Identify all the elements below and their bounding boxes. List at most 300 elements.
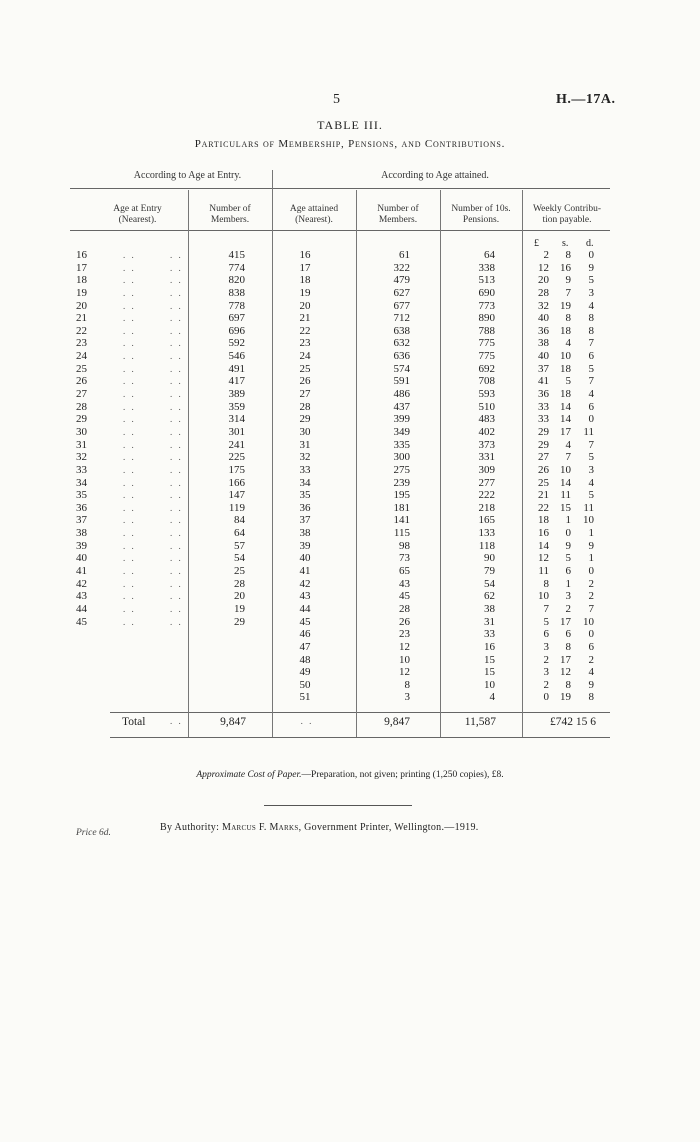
members-attained-cell: 115 — [393, 527, 410, 540]
members-attained-cell: 712 — [393, 312, 410, 325]
pounds-cell: 8 — [543, 577, 549, 590]
pensions-cell: 402 — [478, 425, 495, 438]
pounds-cell: 25 — [538, 476, 549, 489]
members-attained-cell: 349 — [393, 425, 410, 438]
table-row — [0, 514, 700, 527]
age-attained-cell: 21 — [299, 312, 311, 325]
ditto-dots: . . — [123, 287, 136, 298]
shillings-cell: 10 — [560, 350, 571, 363]
ditto-dots: . . — [123, 325, 136, 336]
shillings-cell: 8 — [565, 678, 571, 691]
pence-cell: 10 — [583, 514, 594, 527]
table-row — [0, 527, 700, 540]
age-entry-cell: 31 — [76, 438, 87, 451]
pounds-cell: 2 — [543, 678, 549, 691]
members-entry-cell: 147 — [228, 489, 245, 502]
pence-cell: 8 — [588, 312, 594, 325]
shillings-cell: 15 — [560, 501, 571, 514]
shillings-cell: 12 — [560, 666, 571, 679]
table-row — [0, 274, 700, 287]
table-row — [0, 666, 700, 679]
age-entry-cell: 36 — [76, 501, 87, 514]
pence-cell: 7 — [588, 602, 594, 615]
pounds-cell: 18 — [538, 514, 549, 527]
ditto-dots: . . — [170, 275, 183, 286]
age-attained-cell: 47 — [299, 640, 311, 653]
age-attained-cell: 31 — [299, 438, 311, 451]
table-row — [0, 312, 700, 325]
pounds-cell: 3 — [543, 640, 549, 653]
pensions-cell: 692 — [478, 362, 495, 375]
pence-cell: 11 — [583, 501, 594, 514]
age-entry-cell: 34 — [76, 476, 87, 489]
pensions-cell: 483 — [478, 413, 495, 426]
ditto-dots: . . — [170, 464, 183, 475]
rule-total-top — [110, 712, 610, 713]
table-row — [0, 464, 700, 477]
ditto-dots: . . — [170, 313, 183, 324]
age-attained-cell: 34 — [299, 476, 311, 489]
table-row — [0, 477, 700, 490]
ditto-dots: . . — [123, 439, 136, 450]
age-attained-cell: 19 — [299, 286, 311, 299]
rule-top — [70, 188, 610, 189]
ditto-dots: . . — [170, 553, 183, 564]
table-row — [0, 578, 700, 591]
age-entry-cell: 29 — [76, 413, 87, 426]
pensions-cell: 373 — [478, 438, 495, 451]
members-attained-cell: 8 — [404, 678, 410, 691]
pensions-cell: 222 — [478, 489, 495, 502]
members-attained-cell: 636 — [393, 350, 410, 363]
age-attained-cell: 17 — [299, 261, 311, 274]
members-attained-cell: 300 — [393, 451, 410, 464]
members-entry-cell: 166 — [228, 476, 245, 489]
age-attained-cell: 44 — [299, 602, 311, 615]
shillings-cell: 17 — [560, 425, 571, 438]
ditto-dots: . . — [170, 515, 183, 526]
pensions-cell: 33 — [484, 628, 495, 641]
group-header-attained: According to Age attained. — [381, 170, 489, 181]
age-entry-cell: 30 — [76, 425, 87, 438]
members-attained-cell: 61 — [399, 249, 410, 261]
ditto-dots: . . — [123, 616, 136, 627]
members-entry-cell: 28 — [234, 577, 245, 590]
members-attained-cell: 65 — [399, 565, 410, 578]
age-entry-cell: 41 — [76, 565, 87, 578]
ditto-dots: . . — [170, 325, 183, 336]
members-attained-cell: 638 — [393, 324, 410, 337]
members-attained-cell: 26 — [399, 615, 410, 628]
ditto-dots: . . — [123, 553, 136, 564]
pounds-cell: 22 — [538, 501, 549, 514]
pensions-cell: 510 — [478, 400, 495, 413]
shillings-cell: 9 — [565, 539, 571, 552]
age-attained-cell: 45 — [299, 615, 311, 628]
pensions-cell: 775 — [478, 350, 495, 363]
ditto-dots: . . — [170, 376, 183, 387]
shillings-cell: 0 — [565, 527, 571, 540]
members-attained-cell: 322 — [393, 261, 410, 274]
members-entry-cell: 301 — [228, 425, 245, 438]
page-number: 5 — [333, 92, 340, 107]
shillings-cell: 7 — [565, 451, 571, 464]
pounds-cell: 16 — [538, 527, 549, 540]
members-attained-cell: 98 — [399, 539, 410, 552]
table-row — [0, 616, 700, 629]
col-header-pensions: Number of 10s. Pensions. — [451, 204, 511, 225]
age-attained-cell: 43 — [299, 590, 311, 603]
pensions-cell: 54 — [484, 577, 495, 590]
ditto-dots: . . — [170, 616, 183, 627]
pounds-cell: 0 — [543, 691, 549, 704]
table-row — [0, 287, 700, 300]
age-entry-cell: 35 — [76, 489, 87, 502]
table-row — [0, 249, 700, 262]
shillings-cell: 1 — [565, 514, 571, 527]
members-attained-cell: 479 — [393, 274, 410, 287]
shillings-cell: 6 — [565, 565, 571, 578]
ditto-dots: . . — [123, 376, 136, 387]
pence-cell: 7 — [588, 375, 594, 388]
age-entry-cell: 19 — [76, 286, 87, 299]
ditto-dots: . . — [170, 528, 183, 539]
members-entry-cell: 389 — [228, 388, 245, 401]
shillings-cell: 8 — [565, 312, 571, 325]
ditto-dots: . . — [123, 464, 136, 475]
shillings-cell: 19 — [560, 299, 571, 312]
age-attained-cell: 36 — [299, 501, 311, 514]
ditto-dots: . . — [123, 540, 136, 551]
price-note: Price 6d. — [76, 828, 111, 838]
age-attained-cell: 41 — [299, 565, 311, 578]
age-entry-cell: 45 — [76, 615, 87, 628]
ditto-dots: . . — [123, 477, 136, 488]
pounds-cell: 33 — [538, 400, 549, 413]
group-header-entry: According to Age at Entry. — [133, 170, 242, 181]
ditto-dots: . . — [123, 401, 136, 412]
shillings-cell: 4 — [565, 337, 571, 350]
total-members-entry: 9,847 — [220, 716, 246, 728]
members-attained-cell: 399 — [393, 413, 410, 426]
ditto-dots: . . — [170, 414, 183, 425]
pence-cell: 9 — [588, 261, 594, 274]
col-header-age-attained: Age attained (Nearest). — [289, 204, 339, 225]
ditto-dots: . . — [123, 502, 136, 513]
pence-cell: 11 — [583, 425, 594, 438]
ditto-dots: . . — [123, 591, 136, 602]
ditto-dots: . . — [170, 338, 183, 349]
shillings-cell: 16 — [560, 261, 571, 274]
ditto-dots: . . — [123, 528, 136, 539]
table-row — [0, 679, 700, 692]
age-attained-cell: 23 — [299, 337, 311, 350]
shillings-cell: 8 — [565, 249, 571, 261]
age-entry-cell: 23 — [76, 337, 87, 350]
cost-note: Approximate Cost of Paper.—Preparation, not given; printing (1,250 copies), £8. — [196, 770, 504, 780]
pensions-cell: 15 — [484, 666, 495, 679]
pensions-cell: 4 — [489, 691, 495, 704]
pence-cell: 5 — [588, 362, 594, 375]
shillings-cell: 14 — [560, 413, 571, 426]
age-attained-cell: 40 — [299, 552, 311, 565]
table-row — [0, 628, 700, 641]
pensions-cell: 775 — [478, 337, 495, 350]
total-members-attained: 9,847 — [384, 716, 410, 728]
table-row — [0, 325, 700, 338]
pence-cell: 8 — [588, 691, 594, 704]
pence-cell: 0 — [588, 565, 594, 578]
ditto-dots: . . — [170, 540, 183, 551]
shillings-cell: 17 — [560, 615, 571, 628]
pensions-cell: 788 — [478, 324, 495, 337]
ditto-dots: . . — [123, 515, 136, 526]
total-pensions: 11,587 — [464, 716, 496, 728]
pounds-cell: 37 — [538, 362, 549, 375]
table-row — [0, 388, 700, 401]
age-entry-cell: 21 — [76, 312, 87, 325]
pensions-cell: 118 — [478, 539, 495, 552]
pensions-cell: 218 — [478, 501, 495, 514]
ditto-dots: . . — [123, 426, 136, 437]
pensions-cell: 165 — [478, 514, 495, 527]
members-attained-cell: 73 — [399, 552, 410, 565]
pounds-cell: 36 — [538, 388, 549, 401]
table-row — [0, 540, 700, 553]
col-header-age-entry: Age at Entry (Nearest). — [113, 204, 162, 225]
table-subtitle: Particulars of Membership, Pensions, and Contributions. — [194, 138, 506, 150]
ditto-dots: . . — [123, 250, 136, 260]
members-entry-cell: 19 — [234, 602, 245, 615]
members-entry-cell: 838 — [228, 286, 245, 299]
shillings-cell: 4 — [565, 438, 571, 451]
ditto-dots: . . — [123, 414, 136, 425]
shillings-cell: 5 — [565, 552, 571, 565]
members-attained-cell: 23 — [399, 628, 410, 641]
members-attained-cell: 12 — [399, 666, 410, 679]
ditto-dots: . . — [170, 351, 183, 362]
pence-cell: 7 — [588, 337, 594, 350]
ditto-dots: . . — [123, 275, 136, 286]
age-attained-cell: 20 — [299, 299, 311, 312]
pensions-cell: 79 — [484, 565, 495, 578]
pounds-cell: 32 — [538, 299, 549, 312]
members-entry-cell: 592 — [228, 337, 245, 350]
total-contribution: £742 15 6 — [550, 716, 596, 728]
pounds-cell: 38 — [538, 337, 549, 350]
shillings-cell: 7 — [565, 286, 571, 299]
shillings-cell: 17 — [560, 653, 571, 666]
members-entry-cell: 491 — [228, 362, 245, 375]
table-row — [0, 426, 700, 439]
members-attained-cell: 486 — [393, 388, 410, 401]
age-entry-cell: 39 — [76, 539, 87, 552]
pensions-cell: 593 — [478, 388, 495, 401]
members-entry-cell: 774 — [228, 261, 245, 274]
pounds-cell: 2 — [543, 249, 549, 261]
age-entry-cell: 27 — [76, 388, 87, 401]
pence-cell: 7 — [588, 438, 594, 451]
age-entry-cell: 26 — [76, 375, 87, 388]
age-entry-cell: 24 — [76, 350, 87, 363]
members-entry-cell: 25 — [234, 565, 245, 578]
unit-pounds: £ — [534, 238, 539, 249]
members-entry-cell: 119 — [228, 501, 245, 514]
shillings-cell: 18 — [560, 388, 571, 401]
members-attained-cell: 437 — [393, 400, 410, 413]
members-attained-cell: 181 — [393, 501, 410, 514]
pensions-cell: 513 — [478, 274, 495, 287]
pounds-cell: 14 — [538, 539, 549, 552]
table-row — [0, 565, 700, 578]
ditto-dots: . . — [170, 262, 183, 273]
members-attained-cell: 45 — [399, 590, 410, 603]
pence-cell: 3 — [588, 463, 594, 476]
pensions-cell: 133 — [478, 527, 495, 540]
ditto-dots: . . — [170, 363, 183, 374]
pensions-cell: 31 — [484, 615, 495, 628]
members-entry-cell: 314 — [228, 413, 245, 426]
pence-cell: 0 — [588, 249, 594, 261]
age-entry-cell: 18 — [76, 274, 87, 287]
age-attained-cell: 46 — [299, 628, 311, 641]
shillings-cell: 2 — [565, 602, 571, 615]
age-attained-cell: 50 — [299, 678, 311, 691]
age-attained-cell: 37 — [299, 514, 311, 527]
pence-cell: 3 — [588, 286, 594, 299]
col-header-members-attained: Number of Members. — [377, 204, 419, 225]
ditto-dots: . . — [123, 338, 136, 349]
pence-cell: 5 — [588, 451, 594, 464]
members-attained-cell: 627 — [393, 286, 410, 299]
shillings-cell: 11 — [560, 489, 571, 502]
table-row — [0, 350, 700, 363]
members-attained-cell: 239 — [393, 476, 410, 489]
members-attained-cell: 195 — [393, 489, 410, 502]
total-label: Total — [122, 716, 146, 728]
ditto-dots: . . — [123, 351, 136, 362]
pounds-cell: 7 — [543, 602, 549, 615]
age-attained-cell: 51 — [299, 691, 311, 704]
age-entry-cell: 20 — [76, 299, 87, 312]
age-entry-cell: 43 — [76, 590, 87, 603]
pensions-cell: 64 — [484, 249, 495, 261]
table-row — [0, 401, 700, 414]
shillings-cell: 19 — [560, 691, 571, 704]
table-row — [0, 654, 700, 667]
pounds-cell: 6 — [543, 628, 549, 641]
members-attained-cell: 28 — [399, 602, 410, 615]
pounds-cell: 28 — [538, 286, 549, 299]
ditto-dots: . . — [170, 578, 183, 589]
pounds-cell: 3 — [543, 666, 549, 679]
age-attained-cell: 22 — [299, 324, 311, 337]
age-attained-cell: 24 — [299, 350, 311, 363]
pounds-cell: 27 — [538, 451, 549, 464]
col-header-members-entry: Number of Members. — [209, 204, 251, 225]
pence-cell: 4 — [588, 299, 594, 312]
members-attained-cell: 141 — [393, 514, 410, 527]
pensions-cell: 10 — [484, 678, 495, 691]
ditto-dots: . . — [170, 477, 183, 488]
age-attained-cell: 18 — [299, 274, 311, 287]
age-entry-cell: 17 — [76, 261, 87, 274]
pounds-cell: 21 — [538, 489, 549, 502]
age-attained-cell: 49 — [299, 666, 311, 679]
members-attained-cell: 12 — [399, 640, 410, 653]
members-entry-cell: 29 — [234, 615, 245, 628]
pence-cell: 6 — [588, 640, 594, 653]
age-entry-cell: 25 — [76, 362, 87, 375]
table-row — [0, 375, 700, 388]
pensions-cell: 16 — [484, 640, 495, 653]
shillings-cell: 10 — [560, 463, 571, 476]
members-entry-cell: 20 — [234, 590, 245, 603]
pence-cell: 5 — [588, 274, 594, 287]
unit-shillings: s. — [562, 238, 569, 249]
members-attained-cell: 677 — [393, 299, 410, 312]
age-attained-cell: 48 — [299, 653, 311, 666]
pence-cell: 6 — [588, 350, 594, 363]
pounds-cell: 5 — [543, 615, 549, 628]
age-entry-cell: 38 — [76, 527, 87, 540]
pounds-cell: 29 — [538, 438, 549, 451]
ditto-dots: . . — [170, 426, 183, 437]
age-attained-cell: 27 — [299, 388, 311, 401]
pence-cell: 6 — [588, 400, 594, 413]
ditto-dots: . . — [170, 389, 183, 400]
table-title: TABLE III. — [317, 118, 383, 132]
rule-header — [70, 230, 610, 231]
pence-cell: 4 — [588, 388, 594, 401]
pence-cell: 1 — [588, 552, 594, 565]
ditto-dots: . . — [170, 603, 183, 614]
pence-cell: 9 — [588, 678, 594, 691]
pensions-cell: 708 — [478, 375, 495, 388]
members-attained-cell: 275 — [393, 463, 410, 476]
age-entry-cell: 32 — [76, 451, 87, 464]
pensions-cell: 15 — [484, 653, 495, 666]
shillings-cell: 8 — [565, 640, 571, 653]
members-entry-cell: 696 — [228, 324, 245, 337]
ditto-dots: . . — [170, 300, 183, 311]
pence-cell: 9 — [588, 539, 594, 552]
total-age-attained: . . — [300, 716, 314, 726]
pounds-cell: 29 — [538, 425, 549, 438]
pensions-cell: 331 — [478, 451, 495, 464]
members-attained-cell: 591 — [393, 375, 410, 388]
table-row — [0, 451, 700, 464]
total-ditto: . . — [170, 716, 183, 726]
age-attained-cell: 30 — [299, 425, 311, 438]
age-attained-cell: 33 — [299, 463, 311, 476]
ditto-dots: . . — [123, 603, 136, 614]
members-entry-cell: 84 — [234, 514, 245, 527]
shillings-cell: 3 — [565, 590, 571, 603]
ditto-dots: . . — [123, 566, 136, 577]
age-attained-cell: 32 — [299, 451, 311, 464]
members-attained-cell: 10 — [399, 653, 410, 666]
age-attained-cell: 26 — [299, 375, 311, 388]
shillings-cell: 9 — [565, 274, 571, 287]
pounds-cell: 33 — [538, 413, 549, 426]
pounds-cell: 10 — [538, 590, 549, 603]
ditto-dots: . . — [123, 262, 136, 273]
pence-cell: 2 — [588, 590, 594, 603]
pensions-cell: 277 — [478, 476, 495, 489]
members-entry-cell: 546 — [228, 350, 245, 363]
pensions-cell: 62 — [484, 590, 495, 603]
